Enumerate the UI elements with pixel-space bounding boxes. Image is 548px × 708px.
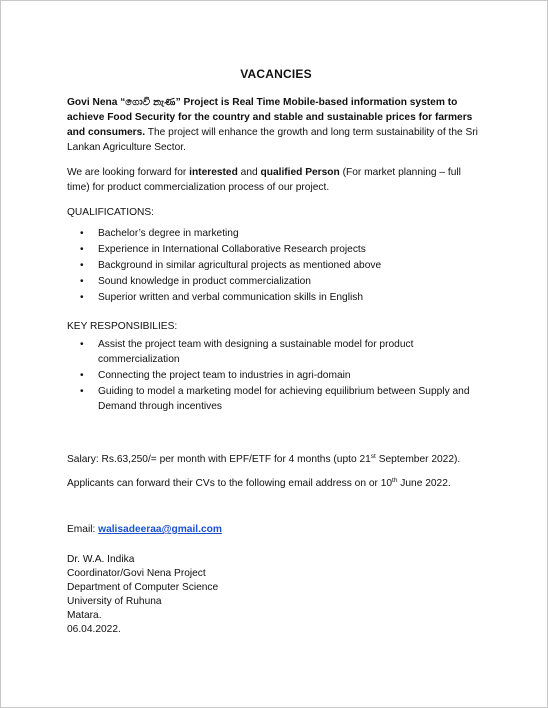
intro-normal-text: The project will enhance the growth and long term sustainability of the Sri Lankan Agriculture Sector. [67, 127, 478, 153]
responsibilities-heading: KEY RESPONSIBILIES: [67, 321, 178, 332]
looking-bold-qualified: qualified Person [260, 167, 340, 178]
qualifications-heading: QUALIFICATIONS: [67, 207, 154, 218]
document-content [67, 67, 485, 637]
signature-department: Department of Computer Science [67, 582, 219, 593]
salary-text-end: September 2022). [375, 454, 461, 465]
looking-text-3: (For market planning – full time) for product commercialization process of our project. [67, 167, 461, 193]
applicants-text: Applicants can forward their CVs to the following email address on or 10 [67, 478, 393, 489]
signature-name: Dr. W.A. Indika [67, 554, 135, 565]
page-title: VACANCIES [240, 67, 312, 81]
salary-superscript: st [370, 453, 376, 460]
signature-city: Matara. [67, 610, 102, 621]
salary-text: Salary: Rs.63,250/= per month with EPF/ETF for 4 months (upto 21 [67, 454, 371, 465]
responsibilities-list [67, 337, 485, 414]
signature-role: Coordinator/Govi Nena Project [67, 568, 206, 579]
list-item: • Sound knowledge in product commercialization [98, 274, 485, 289]
intro-bold-text: Govi Nena “ගොවි නැණ” Project is Real Time Mobile-based information system to achieve Food Security for the country and stable and sustainable prices for farmers and consumers. [67, 97, 473, 138]
signature-date: 06.04.2022. [67, 624, 121, 635]
signature-university: University of Ruhuna [67, 596, 162, 607]
email-link[interactable]: walisadeeraa@gmail.com [98, 524, 222, 535]
salary-line [67, 452, 485, 467]
signature-block [67, 553, 485, 637]
applicants-line [67, 476, 485, 491]
looking-paragraph [67, 165, 485, 195]
applicants-text-end: June 2022. [397, 478, 451, 489]
intro-paragraph [67, 95, 485, 155]
list-item: • Connecting the project team to industries in agri-domain [98, 368, 485, 383]
applicants-superscript: th [392, 477, 398, 484]
list-item: • Experience in International Collaborative Research projects [98, 242, 485, 257]
list-item: • Bachelor’s degree in marketing [98, 226, 485, 241]
email-label: Email: [67, 524, 99, 535]
qualifications-list [67, 226, 485, 305]
list-item: • Background in similar agricultural projects as mentioned above [98, 258, 485, 273]
list-item: • Superior written and verbal communication skills in English [98, 290, 485, 305]
list-item: • Guiding to model a marketing model for achieving equilibrium between Supply and Demand through incentives [98, 384, 485, 414]
list-item: • Assist the project team with designing a sustainable model for product commercialization [98, 337, 485, 367]
looking-text-1: We are looking forward for [67, 167, 190, 178]
email-line [67, 522, 485, 537]
looking-text-2: and [237, 167, 261, 178]
looking-bold-interested: interested [189, 167, 238, 178]
